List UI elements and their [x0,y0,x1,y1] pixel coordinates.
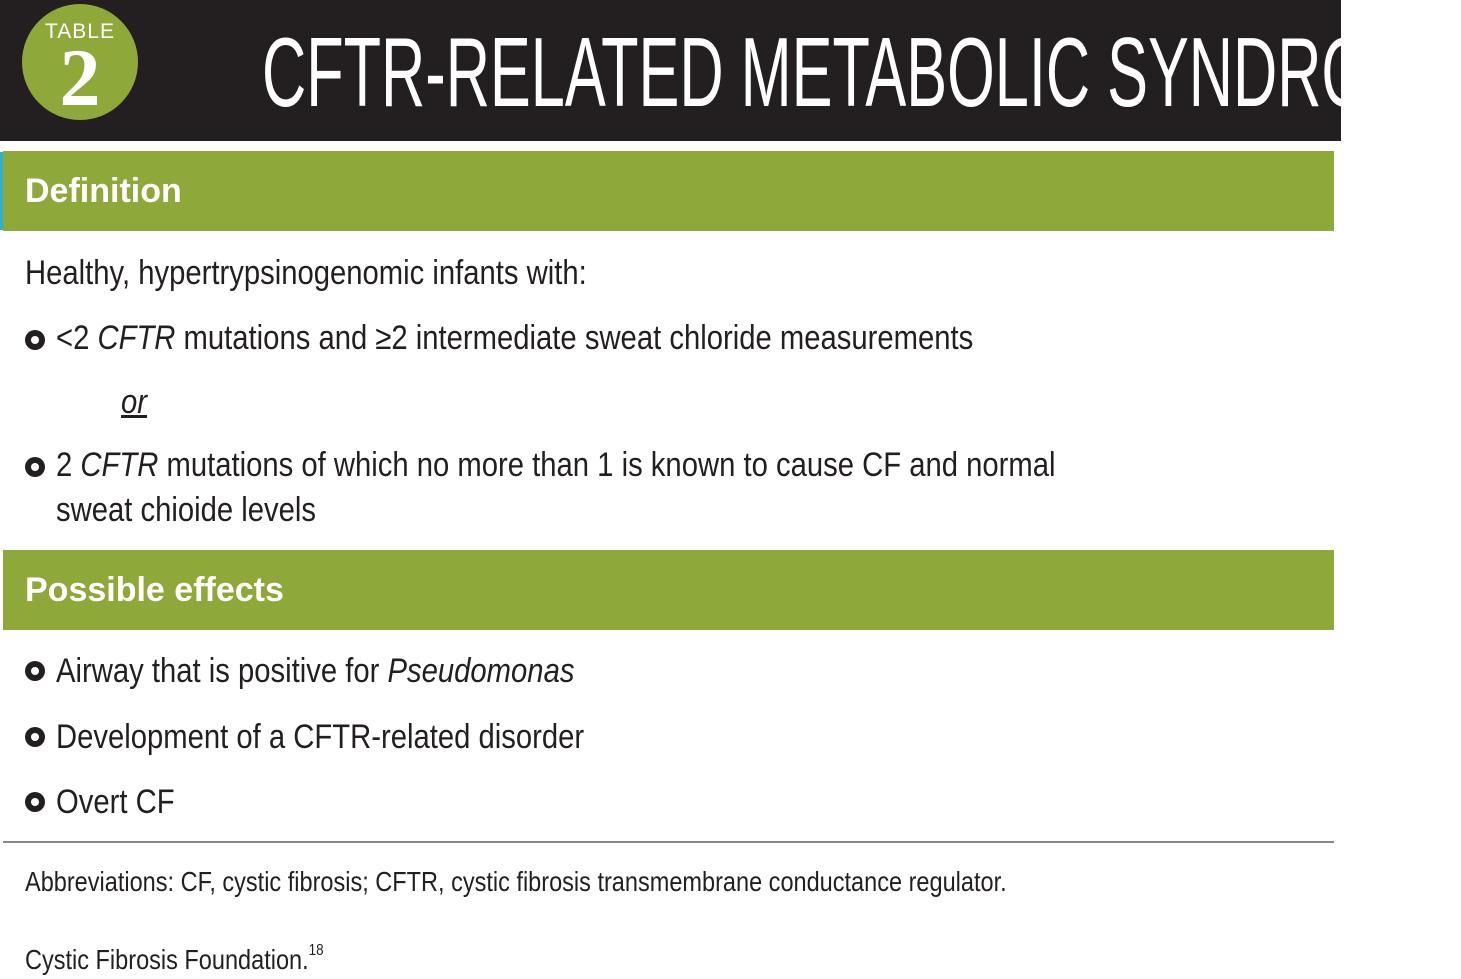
effect-1-organism: Pseudomonas [387,652,575,690]
table-title: CFTR-RELATED METABOLIC SYNDROME [262,17,1461,127]
definition-bullet-2 [56,446,1056,485]
bullet-icon [25,330,45,350]
effects-section-header [3,550,1334,630]
definition-heading: Definition [25,172,182,210]
bullet-icon [25,661,45,681]
badge-number: 2 [59,32,101,123]
source-reference: 18 [308,942,324,959]
definition-bullet-1 [56,319,973,358]
source-note [25,944,324,976]
source-text: Cystic Fibrosis Foundation. [25,944,309,975]
effect-item-3: Overt CF [56,783,175,821]
bullet-1-gene: CFTR [97,319,176,357]
effect-item-1 [56,652,574,691]
table-number-badge [22,4,138,123]
or-connector: or [121,383,148,421]
effect-item-2: Development of a CFTR-related disorder [56,718,585,756]
bullet-icon [25,457,45,477]
table-header [0,0,1461,141]
bullet-icon [25,727,45,747]
definition-bullet-2-continued: sweat chioide levels [56,491,317,529]
definition-intro: Healthy, hypertrypsinogenomic infants with: [25,254,587,292]
bullet-2-gene: CFTR [80,446,159,484]
footer-divider [3,841,1334,843]
effects-heading: Possible effects [25,571,284,609]
definition-section-header [3,151,1334,231]
badge-label: TABLE [45,20,115,43]
abbreviations-note: Abbreviations: CF, cystic fibrosis; CFTR, cystic fibrosis transmembrane conductance regulator. [25,866,1007,897]
bullet-1-text: mutations and ≥2 intermediate sweat chloride measurements [175,319,974,357]
bullet-2-text: mutations of which no more than 1 is known to cause CF and normal [158,446,1056,484]
effect-1-text: Airway that is positive for [56,652,388,690]
bullet-2-prefix: 2 [56,446,81,484]
bullet-1-prefix: <2 [56,319,98,357]
bullet-icon [25,792,45,812]
